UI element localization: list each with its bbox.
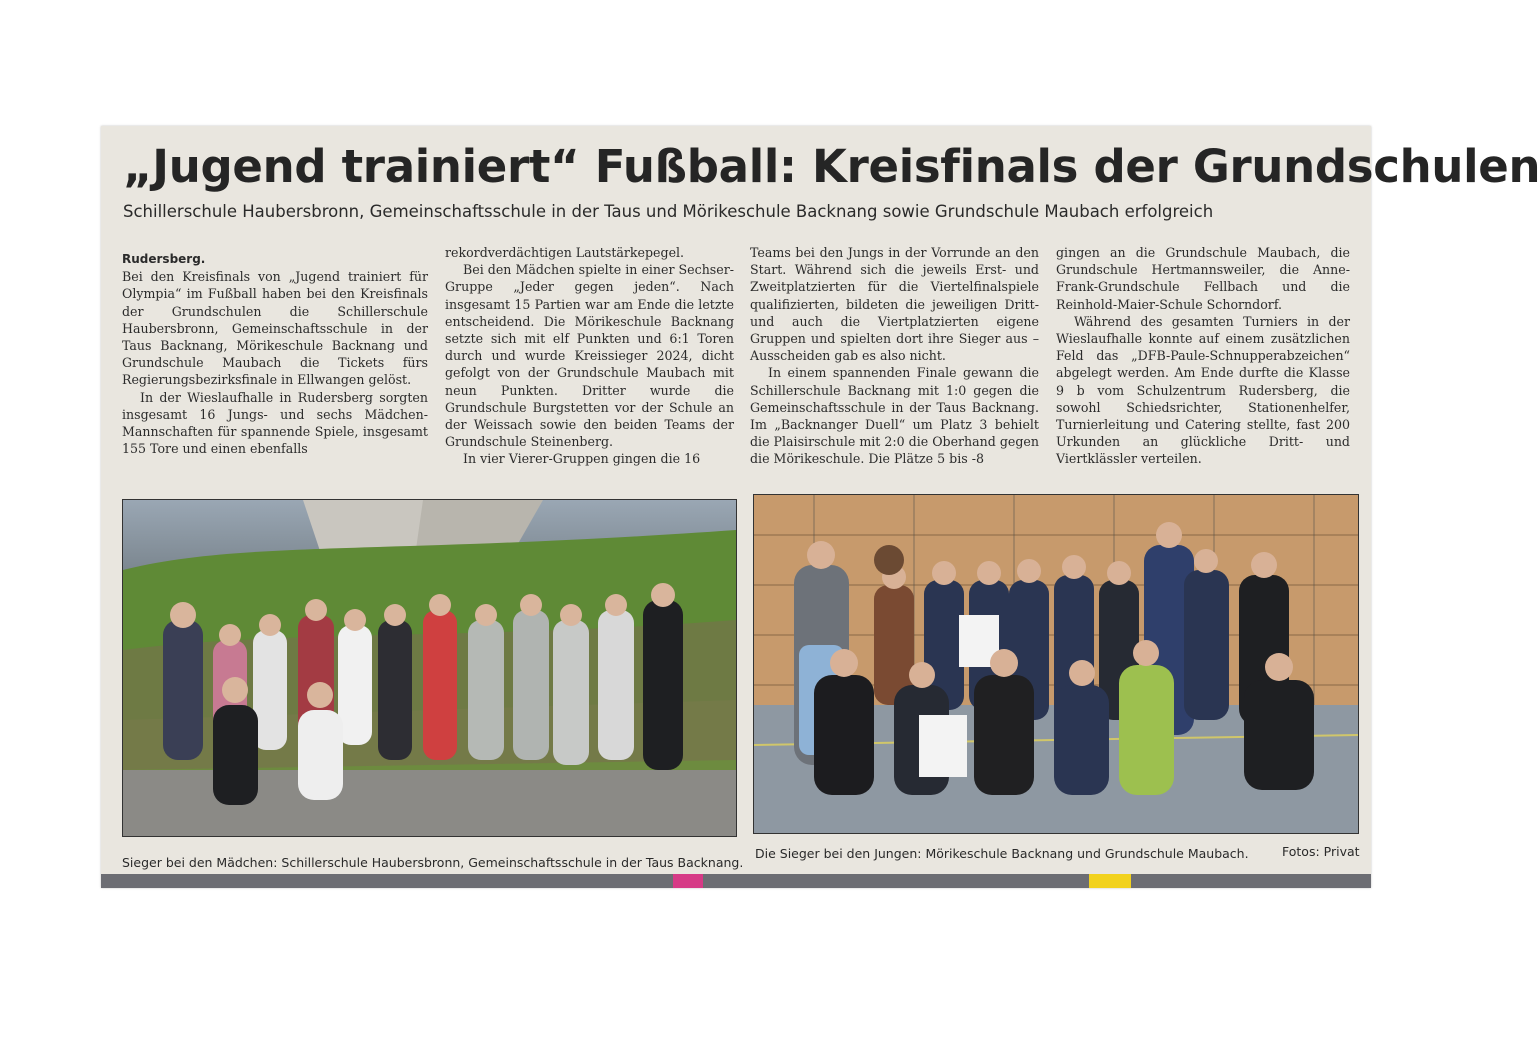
- paragraph: In einem spannenden Finale gewann die Schillerschule Backnang mit 1:0 gegen die Gemeinschaftsschule in der Taus Backnang. Im „Backnanger Duell“ um Platz 3 behielt die Plaisirschule mit 2:0 die Oberhand gegen die Mörikeschule. Die Plätze 5 bis -8: [750, 365, 1039, 467]
- paragraph: gingen an die Grundschule Maubach, die Grundschule Hertmannsweiler, die Anne-Frank-Grundschule Fellbach und die Reinhold-Maier-Schule Schorndorf.: [1056, 245, 1350, 312]
- yellow-swatch: [1089, 874, 1131, 888]
- paragraph: Bei den Kreisfinals von „Jugend trainiert für Olympia“ im Fußball haben bei den Kreisfinals der Grundschulen die Schillerschule Haubersbronn, Gemeinschaftsschule in der Taus Backnang, Mörikeschule Backnang und Grundschule Maubach die Tickets fürs Regierungsbezirksfinale in Ellwangen gelöst.: [122, 269, 428, 388]
- boys-team-photo: [753, 494, 1359, 834]
- article-column-2: [445, 244, 734, 468]
- boys-photo-caption: Die Sieger bei den Jungen: Mörikeschule Backnang und Grundschule Maubach.: [755, 846, 1249, 861]
- girls-photo-caption: Sieger bei den Mädchen: Schillerschule Haubersbronn, Gemeinschaftsschule in der Taus Backnang.: [122, 855, 744, 870]
- newspaper-clipping: [101, 126, 1540, 888]
- girls-team-photo-image: [123, 500, 736, 836]
- girls-team-photo: [122, 499, 737, 837]
- magenta-swatch: [673, 874, 703, 888]
- paragraph: Bei den Mädchen spielte in einer Sechser-Gruppe „Jeder gegen jeden“. Nach insgesamt 15 Partien war am Ende die letzte entscheidend. Die Mörikeschule Backnang setzte sich mit elf Punkten und 6:1 Toren durch und wurde Kreissieger 2024, dicht gefolgt von der Grundschule Maubach mit neun Punkten. Dritter wurde die Grundschule Burgstetten vor der Schule an der Weissach sowie den beiden Teams der Grundschule Steinenberg.: [445, 262, 734, 450]
- article-column-1: [122, 251, 428, 457]
- headline: „Jugend trainiert“ Fußball: Kreisfinals der Grundschulen: [123, 140, 1540, 193]
- paragraph: In der Wieslaufhalle in Rudersberg sorgten insgesamt 16 Jungs- und sechs Mädchen-Mannschaften für spannende Spiele, insgesamt 155 Tore und einen ebenfalls: [122, 389, 428, 457]
- photo-credit: Fotos: Privat: [1282, 844, 1360, 859]
- dateline: Rudersberg.: [122, 252, 206, 266]
- subheadline: Schillerschule Haubersbronn, Gemeinschaftsschule in der Taus und Mörikeschule Backnang sowie Grundschule Maubach erfolgreich: [123, 202, 1214, 221]
- boys-team-photo-image: [754, 495, 1358, 833]
- article-column-3: [750, 244, 1039, 468]
- paragraph: Teams bei den Jungs in der Vorrunde an den Start. Während sich die jeweils Erst- und Zweitplatzierten für die Viertelfinalspiele qualifizierten, bildeten die jeweiligen Dritt- und auch die Viertplatzierten eigene Gruppen und spielten dort ihre Sieger aus – Ausscheiden gab es also nicht.: [750, 245, 1039, 364]
- paragraph: Während des gesamten Turniers in der Wieslaufhalle konnte auf einem zusätzlichen Feld das „DFB-Paule-Schnupperabzeichen“ abgelegt werden. Am Ende durfte die Klasse 9 b vom Schulzentrum Rudersberg, die sowohl Schiedsrichter, Stationenhelfer, Turnierleitung und Catering stellte, fast 200 Urkunden an glückliche Dritt- und Viertklässler verteilen.: [1056, 313, 1350, 467]
- paragraph: In vier Vierer-Gruppen gingen die 16: [463, 451, 701, 467]
- print-color-strip: [101, 874, 1371, 888]
- article-column-4: [1056, 244, 1350, 468]
- paragraph: rekordverdächtigen Lautstärkepegel.: [445, 245, 685, 260]
